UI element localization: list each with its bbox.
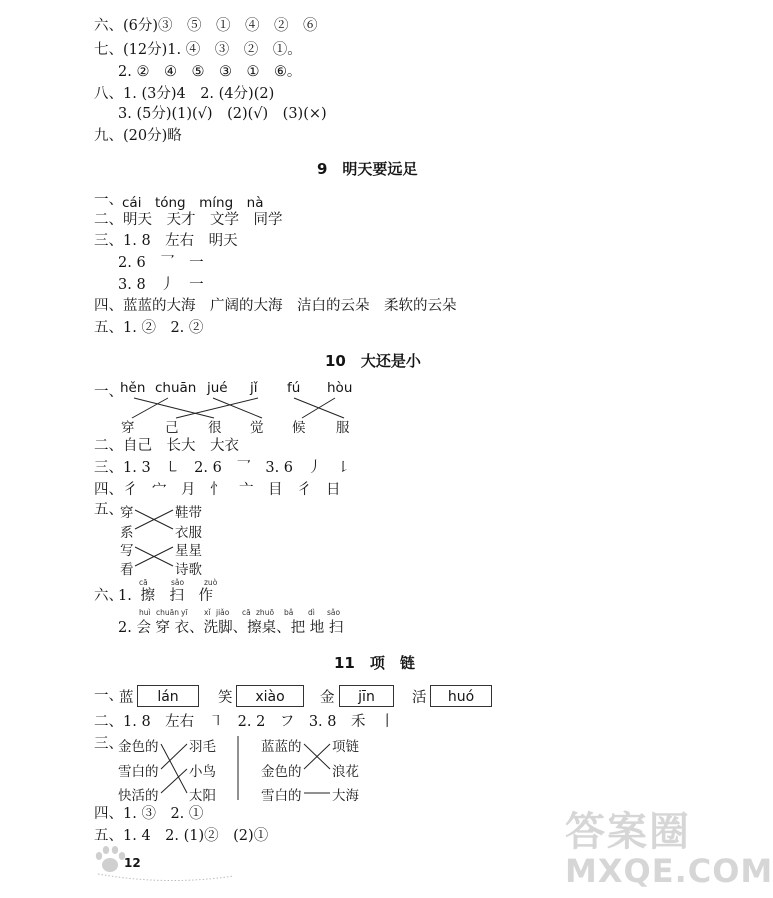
section11-q3-label: 三、 xyxy=(94,736,123,752)
match-right: 项链 xyxy=(332,739,359,755)
match-line xyxy=(132,398,168,418)
section9-q3b: 2. 6 乛 一 xyxy=(118,255,204,271)
pinyin-small: cā xyxy=(139,578,148,587)
pinyin-item: jué xyxy=(207,380,228,396)
watermark-url: MXQE.COM xyxy=(565,852,773,890)
section10-q1-label: 一、 xyxy=(94,384,123,400)
hanzi-item: 己 xyxy=(165,420,179,436)
pinyin-item: jǐ xyxy=(250,380,258,396)
char-label: 活 xyxy=(412,690,427,706)
section10-q2: 二、自己 长大 大衣 xyxy=(94,438,239,454)
section9-q5: 五、1. ② 2. ② xyxy=(94,320,204,336)
pinyin-small: sǎo xyxy=(171,578,185,587)
section-title-11: 11 项 链 xyxy=(334,654,415,672)
section10-q4: 四、彳 宀 月 忄 亠 目 彳 日 xyxy=(94,482,341,498)
section9-q2: 二、明天 天才 文学 同学 xyxy=(94,212,283,228)
answer-line-6: 六、(6分)③ ⑤ ① ④ ② ⑥ xyxy=(94,18,318,34)
section11-q2: 二、1. 8 左右 ㇕ 2. 2 フ 3. 8 禾 丨 xyxy=(94,714,395,730)
match-line xyxy=(161,744,187,769)
char-label: 金 xyxy=(320,690,335,706)
match-line xyxy=(161,769,187,793)
match-line xyxy=(134,398,214,418)
page-number: 12 xyxy=(124,856,141,870)
pinyin-small: dì xyxy=(308,608,315,617)
match-right: 鞋带 xyxy=(175,505,202,521)
match-right: 羽毛 xyxy=(189,739,216,755)
pinyin-item: chuān xyxy=(155,380,197,396)
answer-line-7a: 七、(12分)1. ④ ③ ② ①。 xyxy=(94,42,302,58)
match-left: 写 xyxy=(120,543,134,559)
answer-line-8b: 3. (5分)(1)(√) (2)(√) (3)(×) xyxy=(118,106,327,122)
pinyin-box: lán xyxy=(137,685,199,707)
hanzi-item: 服 xyxy=(336,420,350,436)
section9-q4: 四、蓝蓝的大海 广阔的大海 洁白的云朵 柔软的云朵 xyxy=(94,298,457,314)
footer-dotted-curve xyxy=(96,872,236,884)
match-right: 浪花 xyxy=(332,764,359,780)
pinyin-small: xǐ xyxy=(204,608,211,617)
answer-line-7b: 2. ② ④ ⑤ ③ ① ⑥。 xyxy=(118,64,302,80)
section9-q3c: 3. 8 丿 一 xyxy=(118,277,204,293)
pinyin-small: chuān xyxy=(156,608,179,617)
match-line xyxy=(161,744,187,793)
pinyin-small: zhuō xyxy=(256,608,275,617)
pinyin-item: hěn xyxy=(120,380,146,396)
match-left: 系 xyxy=(120,525,134,541)
match-left: 穿 xyxy=(120,505,134,521)
match-right: 大海 xyxy=(332,788,359,804)
section11-q4: 四、1. ③ 2. ① xyxy=(94,806,204,822)
pinyin-small: yī xyxy=(181,608,188,617)
section10-q5-label: 五、 xyxy=(94,502,123,518)
pinyin-small: sǎo xyxy=(327,608,341,617)
section10-q6a: 1. 擦 扫 作 xyxy=(118,588,213,604)
match-left: 雪白的 xyxy=(118,764,159,780)
section9-q1-label: 一、 xyxy=(94,192,123,208)
char-label: 蓝 xyxy=(119,690,134,706)
section11-q1-label: 一、 xyxy=(94,688,123,704)
section10-q3: 三、1. 3 ㇄ 2. 6 乛 3. 6 丿 ㇙ xyxy=(94,460,352,476)
match-line xyxy=(302,398,335,418)
match-right: 衣服 xyxy=(175,525,202,541)
section-title-9: 9 明天要远足 xyxy=(317,160,418,178)
pinyin-small: zuò xyxy=(204,578,218,587)
pinyin-item: hòu xyxy=(327,380,353,396)
match-left: 看 xyxy=(120,562,134,578)
match-right: 小鸟 xyxy=(189,764,216,780)
watermark-logo: 答案圈 xyxy=(565,809,691,855)
pinyin-small: jiǎo xyxy=(216,608,230,617)
pinyin-small: huì xyxy=(139,608,151,617)
section10-q6-label: 六、 xyxy=(94,588,123,604)
hanzi-item: 候 xyxy=(292,420,306,436)
section11-q5: 五、1. 4 2. (1)② (2)① xyxy=(94,828,269,844)
pinyin-box: xiào xyxy=(236,685,304,707)
match-line xyxy=(176,398,258,418)
hanzi-item: 穿 xyxy=(121,420,135,436)
match-right: 太阳 xyxy=(189,788,216,804)
section9-q3a: 三、1. 8 左右 明天 xyxy=(94,233,238,249)
section10-q6b: 2. 会 穿 衣、洗脚、擦桌、把 地 扫 xyxy=(118,620,344,636)
hanzi-item: 觉 xyxy=(250,420,264,436)
match-right: 星星 xyxy=(175,543,202,559)
pinyin-small: bǎ xyxy=(284,608,294,617)
hanzi-item: 很 xyxy=(208,420,222,436)
section-title-10: 10 大还是小 xyxy=(325,352,421,370)
pinyin-small: cā xyxy=(242,608,251,617)
match-left: 快活的 xyxy=(118,788,159,804)
match-left: 金色的 xyxy=(261,764,302,780)
answer-line-9: 九、(20分)略 xyxy=(94,128,182,144)
match-right: 诗歌 xyxy=(175,562,202,578)
answer-line-8a: 八、1. (3分)4 2. (4分)(2) xyxy=(94,86,275,102)
match-left: 雪白的 xyxy=(261,788,302,804)
pinyin-box: jīn xyxy=(339,685,394,707)
pinyin-item: fú xyxy=(287,380,301,396)
pinyin-box: huó xyxy=(430,685,492,707)
match-line xyxy=(213,398,262,418)
match-left: 蓝蓝的 xyxy=(261,739,302,755)
section9-q1-pinyin: cái tóng míng nà xyxy=(122,195,264,211)
char-label: 笑 xyxy=(218,690,233,706)
match-left: 金色的 xyxy=(118,739,159,755)
